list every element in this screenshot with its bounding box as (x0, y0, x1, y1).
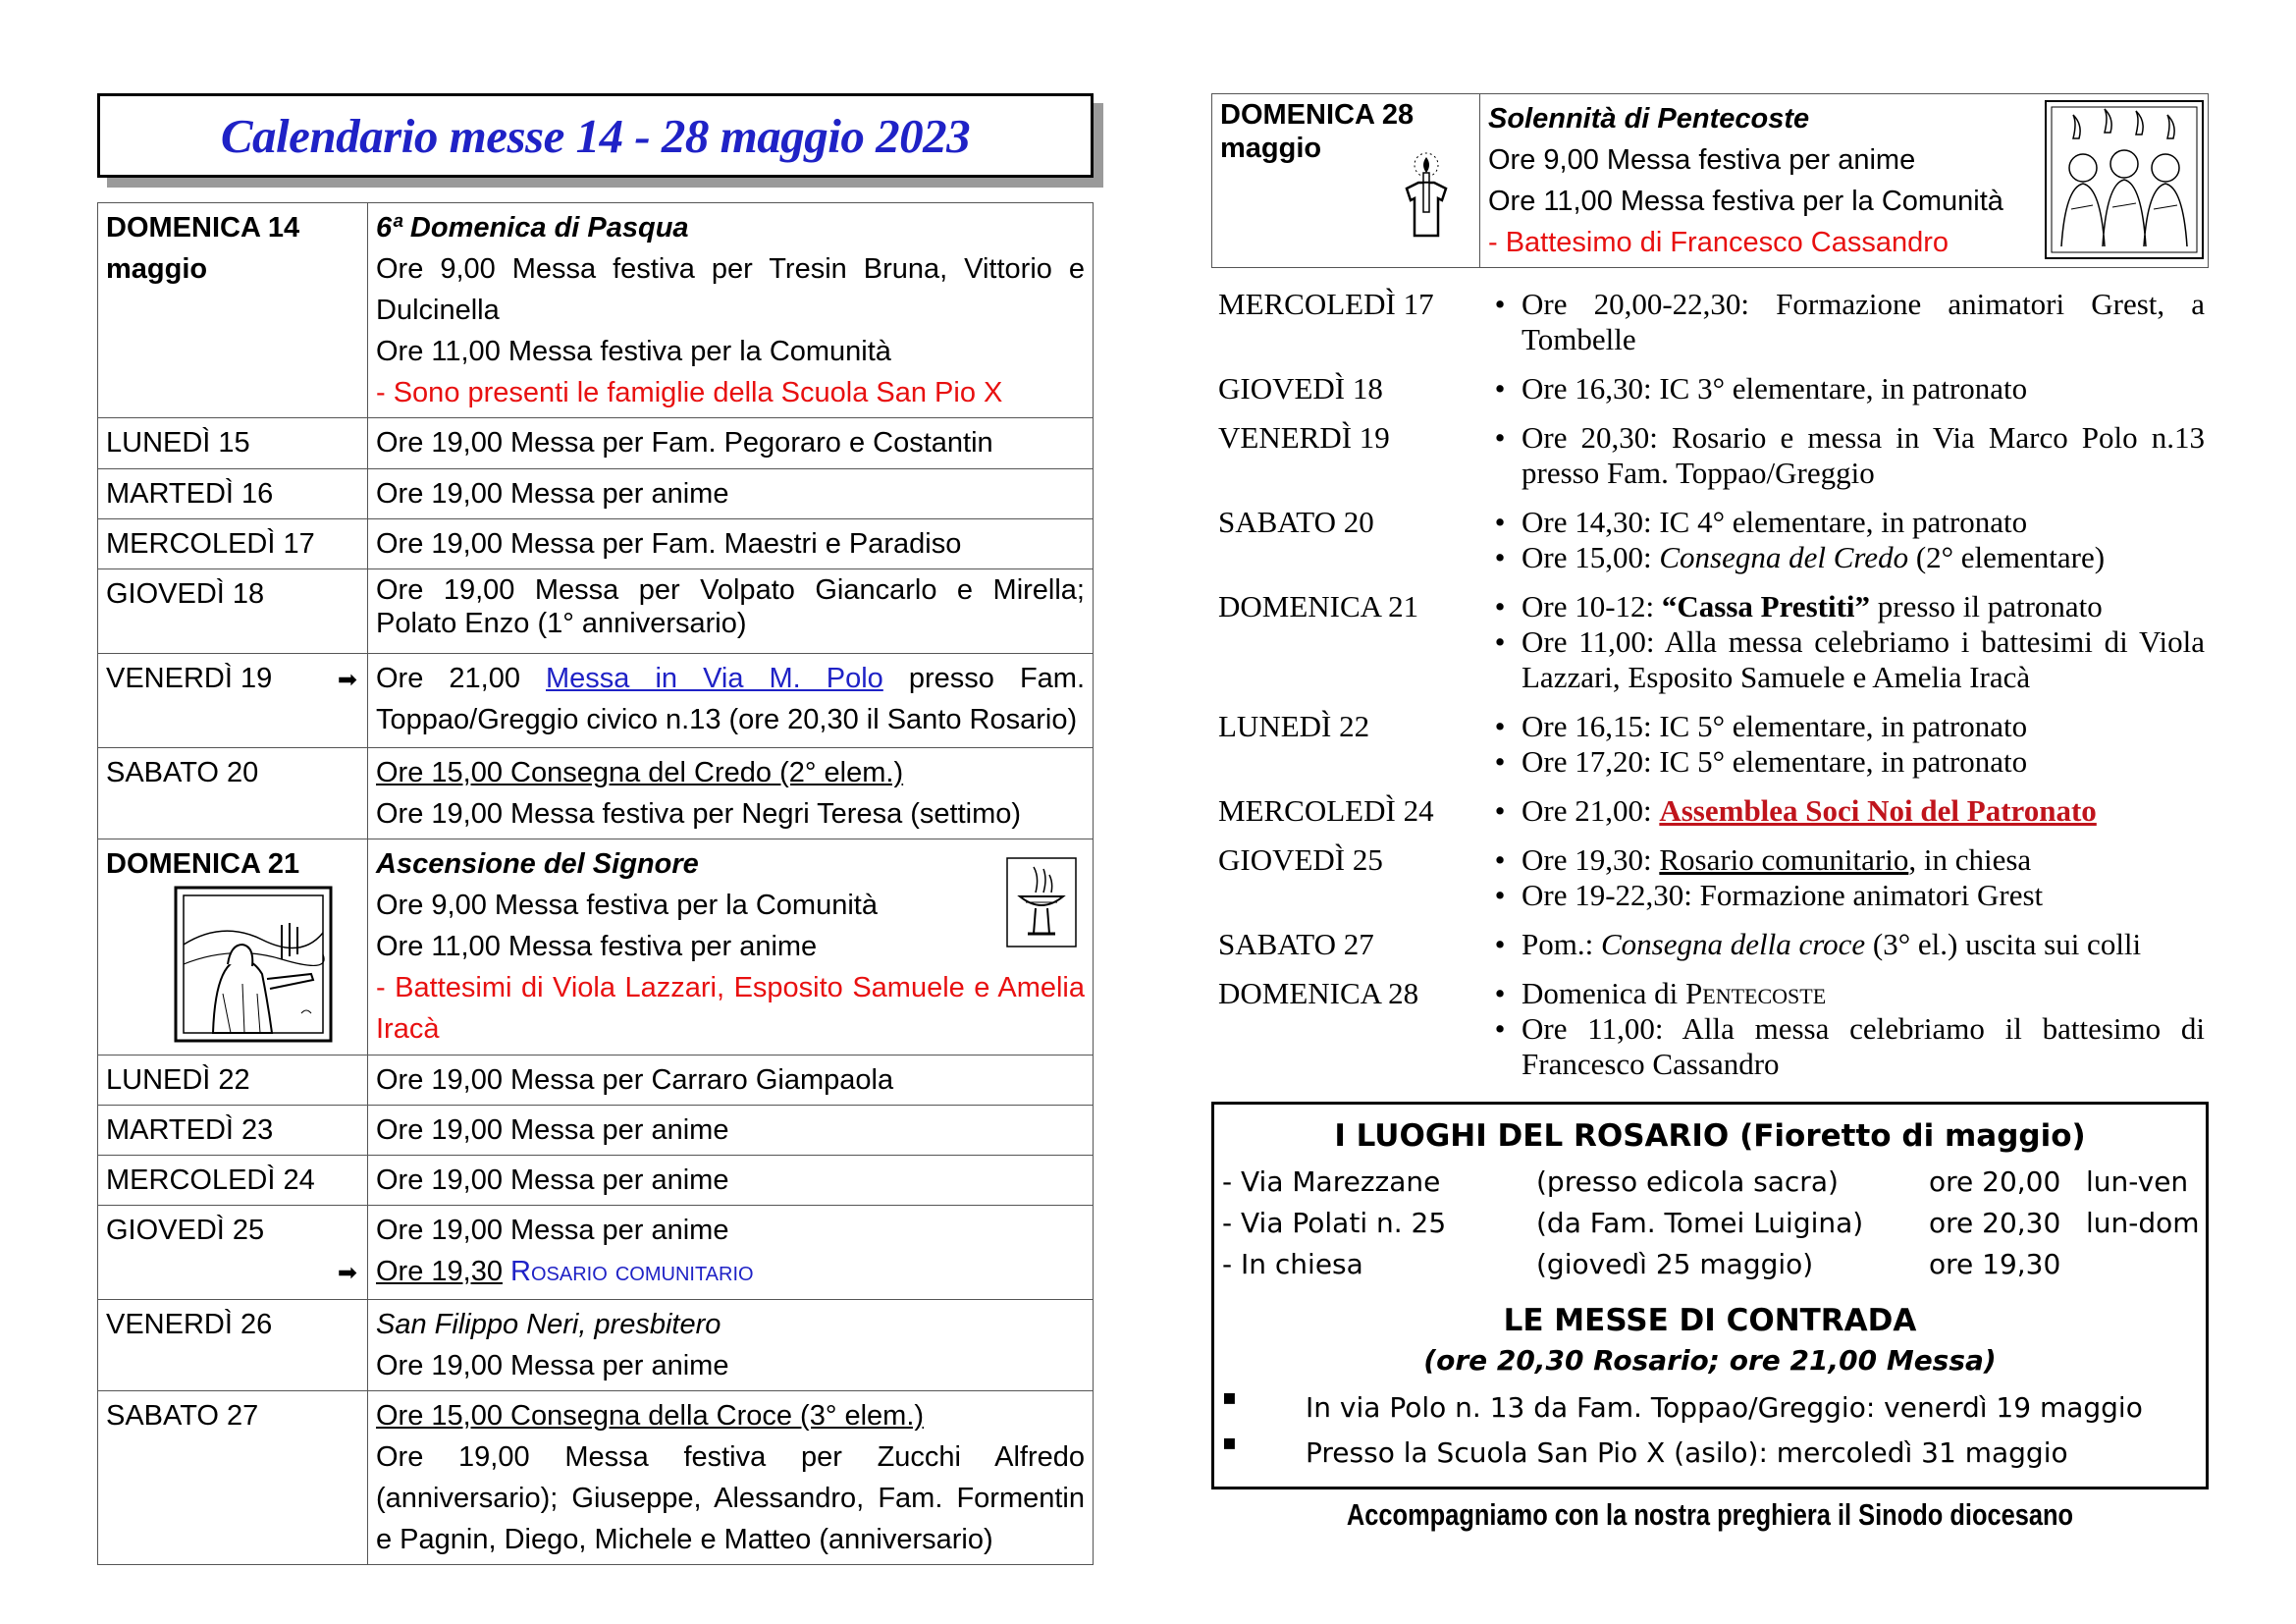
day-cell (1212, 94, 1480, 268)
table-row (98, 1206, 1094, 1300)
table-row (98, 569, 1094, 654)
mass-line: Ore 19,00 Messa per Carraro Giampaola (368, 1056, 1094, 1106)
bullet-icon: • (1494, 878, 1506, 912)
day-label: DOMENICA 21 (106, 848, 300, 880)
bullet-icon: • (1494, 287, 1506, 321)
mass-line: Ore 19,00 Messa festiva per Zucchi Alfredo (anniversario); Giuseppe, Alessandro, Fam. Formentin e Pagnin, Diego, Michele e Matteo (anniversario) (376, 1441, 1085, 1555)
arrow-right-icon: ➡ (337, 667, 357, 693)
mass-line: Ore 19,00 Messa per anime (368, 469, 1094, 519)
schedule-item: Ore 16,15: IC 5° elementare, in patronato (1522, 709, 2028, 743)
mass-line: Ore 19,00 Messa per anime (368, 1106, 1094, 1156)
schedule-day: VENERDÌ 19 (1218, 420, 1390, 455)
bullet-icon: • (1494, 793, 1506, 828)
day-cell (98, 654, 368, 748)
bullet-icon: • (1494, 420, 1506, 455)
table-row (98, 1056, 1094, 1106)
schedule-day: MERCOLEDÌ 24 (1218, 793, 1434, 828)
bullet-icon: • (1494, 1011, 1506, 1046)
baptism-note: - Battesimo di Francesco Cassandro (1488, 227, 1949, 258)
rosary-time: ore 20,00 (1929, 1165, 2061, 1198)
bullet-icon: • (1494, 371, 1506, 406)
mass-cell (368, 1206, 1094, 1300)
bullet-icon: • (1494, 709, 1506, 743)
schedule-row (1218, 976, 2205, 1082)
schedule-item: Ore 19-22,30: Formazione animatori Grest (1522, 878, 2044, 912)
schedule-item: Ore 16,30: IC 3° elementare, in patronato (1522, 371, 2028, 406)
schedule-item: Pom.: Consegna della croce (3° el.) uscita sui colli (1522, 927, 2142, 961)
day-cell: MARTEDÌ 16 (98, 469, 368, 519)
footer-note: Accompagniamo con la nostra preghiera il Sinodo diocesano (1346, 1497, 2074, 1532)
page-title: Calendario messe 14 - 28 maggio 2023 (220, 108, 971, 163)
day-cell (98, 1206, 368, 1300)
schedule-item: Ore 20,00-22,30: Formazione animatori Grest, a Tombelle (1522, 287, 2205, 356)
schedule-item: Domenica di Pentecoste (1522, 976, 1827, 1010)
pentecost-table (1211, 93, 2209, 268)
rosary-line (376, 1251, 1085, 1292)
schedule-row (1218, 505, 2205, 575)
rosary-place: - Via Marezzane (1222, 1165, 1441, 1198)
mass-line: Ore 9,00 Messa festiva per la Comunità (376, 890, 878, 921)
liturgical-title: 6ª Domenica di Pasqua (376, 212, 689, 244)
mass-cell (368, 748, 1094, 839)
page-title-box (97, 93, 1094, 178)
square-bullet-icon: ▪ (1222, 1431, 1237, 1455)
schedule-day: GIOVEDÌ 25 (1218, 842, 1383, 877)
contrada-title: LE MESSE DI CONTRADA (1503, 1303, 1917, 1338)
rosary-box (1211, 1102, 2209, 1489)
mass-line: Ore 11,00 Messa festiva per la Comunità (1488, 186, 2003, 217)
schedule-row (1218, 793, 2205, 829)
rosary-detail: (presso edicola sacra) (1536, 1165, 1839, 1198)
mass-line-text: Ore 19,00 Messa per Volpato Giancarlo e Mirella; Polato Enzo (1° anniversario) (376, 574, 1085, 639)
schedule-day: SABATO 27 (1218, 927, 1374, 961)
schedule-row (1218, 709, 2205, 780)
rosary-title: Rosario comunitario (510, 1256, 754, 1287)
day-cell: SABATO 27 (98, 1391, 368, 1565)
schedule-item: Ore 14,30: IC 4° elementare, in patronato (1522, 505, 2028, 539)
ascension-illustration (174, 886, 333, 1043)
event-line: Ore 15,00 Consegna della Croce (3° elem.) (376, 1400, 925, 1432)
square-bullet-icon: ▪ (1222, 1385, 1237, 1410)
schedule-item: Ore 15,00: Consegna del Credo (2° elementare) (1522, 540, 2106, 574)
bullet-icon: • (1494, 505, 1506, 539)
mass-cell (368, 654, 1094, 748)
mass-details: presso Fam. Toppao/Greggio civico n.13 (ore 20,30 il Santo Rosario) (376, 663, 1085, 735)
day-cell: MERCOLEDÌ 24 (98, 1156, 368, 1206)
schedule-row (1218, 287, 2205, 357)
bullet-icon: • (1494, 744, 1506, 779)
note-line: - Sono presenti le famiglie della Scuola San Pio X (376, 377, 1003, 408)
day-cell (98, 839, 368, 1056)
mass-time: Ore 21,00 (376, 663, 546, 694)
table-row (98, 1106, 1094, 1156)
mass-calendar-table (97, 202, 1094, 1565)
schedule-item: Ore 10-12: “Cassa Prestiti” presso il patronato (1522, 589, 2103, 623)
mass-line: Ore 19,00 Messa per anime (376, 1350, 729, 1381)
assembly-link[interactable]: Assemblea Soci Noi del Patronato (1659, 793, 2097, 828)
liturgical-title: Solennità di Pentecoste (1488, 103, 1810, 135)
rosary-time: ore 20,30 (1929, 1207, 2061, 1239)
rosary-days: lun-ven (2086, 1165, 2189, 1198)
baptism-note: - Battesimi di Viola Lazzari, Esposito Samuele e Amelia Iracà (376, 972, 1085, 1045)
bullet-icon: • (1494, 927, 1506, 961)
mass-line: Ore 9,00 Messa festiva per Tresin Bruna, Vittorio e Dulcinella (376, 253, 1085, 326)
day-cell: SABATO 20 (98, 748, 368, 839)
table-row (98, 839, 1094, 1056)
mass-line: Ore 19,00 Messa per anime (376, 1215, 729, 1246)
bullet-icon: • (1494, 589, 1506, 623)
schedule-item: Ore 11,00: Alla messa celebriamo il battesimo di Francesco Cassandro (1522, 1011, 2205, 1081)
mass-line: Ore 19,00 Messa per Fam. Pegoraro e Costantin (368, 418, 1094, 469)
day-cell: MERCOLEDÌ 17 (98, 519, 368, 569)
baptismal-garment-candle-icon (1397, 149, 1456, 238)
saint-line: San Filippo Neri, presbitero (376, 1309, 721, 1340)
schedule-day: MERCOLEDÌ 17 (1218, 287, 1434, 321)
schedule-day: SABATO 20 (1218, 505, 1374, 539)
table-row (98, 1300, 1094, 1391)
baptismal-font-icon (1006, 857, 1077, 947)
mass-line: Ore 11,00 Messa festiva per anime (376, 931, 818, 962)
rosary-place: - In chiesa (1222, 1248, 1363, 1280)
table-row (98, 203, 1094, 418)
mass-cell (368, 1300, 1094, 1391)
contrada-text: In via Polo n. 13 da Fam. Toppao/Greggio: venerdì 19 maggio (1306, 1391, 2143, 1424)
table-row (98, 1391, 1094, 1565)
rosary-days: lun-dom (2086, 1207, 2200, 1239)
rosary-time: Ore 19,30 (376, 1256, 503, 1287)
table-row (98, 1156, 1094, 1206)
schedule-item: Ore 19,30: Rosario comunitario, in chiesa (1522, 842, 2032, 877)
weekly-schedule (1218, 287, 2205, 1096)
rosary-time: ore 19,30 (1929, 1248, 2061, 1280)
schedule-item: Ore 17,20: IC 5° elementare, in patronato (1522, 744, 2028, 779)
schedule-row (1218, 589, 2205, 695)
mass-cell (368, 839, 1094, 1056)
schedule-day: DOMENICA 28 (1218, 976, 1419, 1010)
bullet-icon: • (1494, 624, 1506, 659)
via-polo-mass-link[interactable]: Messa in Via M. Polo (546, 663, 883, 694)
rosary-detail: (giovedì 25 maggio) (1536, 1248, 1814, 1280)
schedule-item: Ore 11,00: Alla messa celebriamo i battesimi di Viola Lazzari, Esposito Samuele e Amelia Iracà (1522, 624, 2205, 694)
day-label: VENERDÌ 19 (106, 663, 273, 694)
day-label: DOMENICA 28 maggio (1220, 99, 1415, 164)
table-row (98, 418, 1094, 469)
day-cell: MARTEDÌ 23 (98, 1106, 368, 1156)
schedule-item: Ore 21,00: Assemblea Soci Noi del Patronato (1522, 793, 2097, 828)
table-row (98, 654, 1094, 748)
mass-line (368, 569, 1094, 654)
schedule-row (1218, 371, 2205, 406)
schedule-day: DOMENICA 21 (1218, 589, 1419, 623)
pentecost-cell (1480, 94, 2209, 268)
mass-line: Ore 9,00 Messa festiva per anime (1488, 144, 1916, 176)
rosary-place: - Via Polati n. 25 (1222, 1207, 1447, 1239)
mass-line: Ore 19,00 Messa per Fam. Maestri e Paradiso (368, 519, 1094, 569)
mass-cell (368, 1391, 1094, 1565)
day-label: GIOVEDÌ 25 (106, 1215, 265, 1246)
table-row (1212, 94, 2209, 268)
day-cell: GIOVEDÌ 18 (98, 569, 368, 654)
pentecost-apostles-illustration (2044, 99, 2205, 260)
schedule-row (1218, 420, 2205, 491)
bullet-icon: • (1494, 540, 1506, 574)
mass-line: Ore 19,00 Messa per anime (368, 1156, 1094, 1206)
day-cell: LUNEDÌ 22 (98, 1056, 368, 1106)
mass-line: Ore 19,00 Messa festiva per Negri Teresa (settimo) (376, 798, 1022, 830)
table-row (98, 748, 1094, 839)
day-cell: LUNEDÌ 15 (98, 418, 368, 469)
day-cell: DOMENICA 14 maggio (98, 203, 368, 418)
rosary-title: I LUOGHI DEL ROSARIO (Fioretto di maggio) (1334, 1118, 2086, 1154)
day-cell: VENERDÌ 26 (98, 1300, 368, 1391)
mass-line: Ore 11,00 Messa festiva per la Comunità (376, 336, 891, 367)
arrow-right-icon: ➡ (337, 1260, 357, 1286)
schedule-day: GIOVEDÌ 18 (1218, 371, 1383, 406)
mass-line (376, 658, 1085, 740)
liturgical-title: Ascensione del Signore (376, 848, 699, 880)
schedule-item: Ore 20,30: Rosario e messa in Via Marco Polo n.13 presso Fam. Toppao/Greggio (1522, 420, 2205, 490)
schedule-row (1218, 927, 2205, 962)
schedule-row (1218, 842, 2205, 913)
bullet-icon: • (1494, 842, 1506, 877)
contrada-text: Presso la Scuola San Pio X (asilo): mercoledì 31 maggio (1306, 1436, 2068, 1469)
mass-cell (368, 203, 1094, 418)
bullet-icon: • (1494, 976, 1506, 1010)
event-line: Ore 15,00 Consegna del Credo (2° elem.) (376, 757, 904, 788)
contrada-subtitle: (ore 20,30 Rosario; ore 21,00 Messa) (1423, 1344, 1997, 1377)
rosary-detail: (da Fam. Tomei Luigina) (1536, 1207, 1864, 1239)
table-row (98, 469, 1094, 519)
table-row (98, 519, 1094, 569)
schedule-day: LUNEDÌ 22 (1218, 709, 1370, 743)
